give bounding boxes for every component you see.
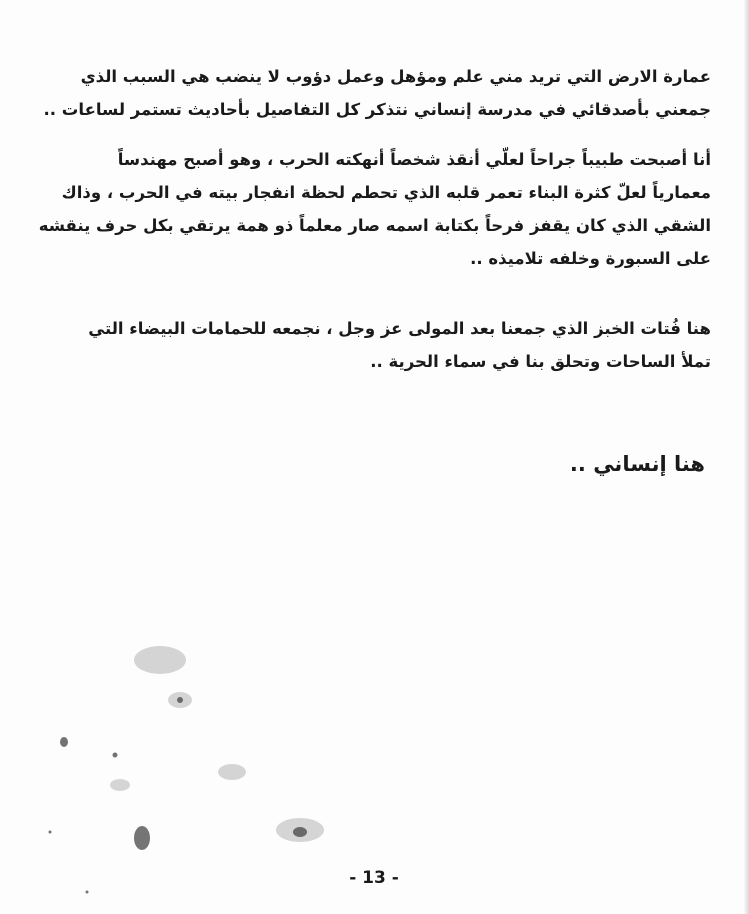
text-line: على السبورة وخلفه تلاميذه .. [470,249,711,268]
text-line: تملأ الساحات وتحلق بنا في سماء الحرية .. [370,352,711,371]
text-line: هنا فُتات الخبز الذي جمعنا بعد المولى عز وجل ، نجمعه للحمامات البيضاء التي [88,319,711,338]
text-line: جمعني بأصدقائي في مدرسة إنساني نتذكر كل التفاصيل بأحاديث تستمر لساعات .. [43,100,711,119]
text-line: الشقي الذي كان يقفز فرحاً بكتابة اسمه صار معلماً ذو همة يرتقي بكل حرف ينقشه [38,216,711,235]
text-line: أنا أصبحت طبيباً جراحاً لعلّي أنقذ شخصاً أنهكته الحرب ، وهو أصبح مهندساً [117,150,711,169]
page-number: - 13 - [349,868,399,888]
text-line: عمارة الارض التي تريد مني علم ومؤهل وعمل دؤوب لا ينضب هي السبب الذي [80,67,711,86]
paragraph-2 [39,143,711,275]
paragraph-1 [39,60,711,126]
closing-line: هنا إنساني .. [569,452,705,476]
paragraph-3 [39,312,711,378]
text-line: معمارياً لعلّ كثرة البناء تعمر قلبه الذي تحطم لحظة انفجار بيته في الحرب ، وذاك [61,183,711,202]
